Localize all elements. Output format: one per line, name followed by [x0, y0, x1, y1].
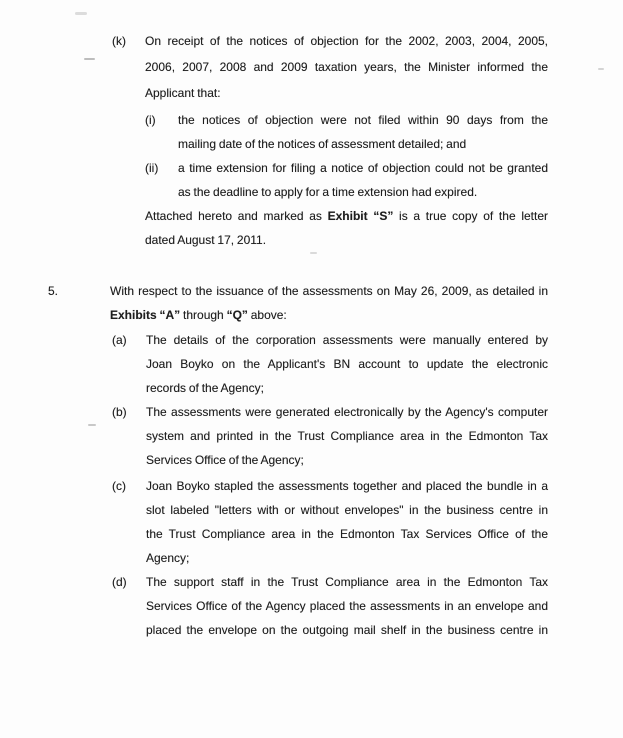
- text-line: a time extension for filing a notice of objection could not be granted: [178, 161, 548, 175]
- paragraph-label: (ii): [145, 161, 159, 175]
- text-line: records of the Agency;: [146, 381, 264, 395]
- subparagraph-ii: [0, 156, 623, 204]
- text-segment: Attached hereto and marked as: [145, 209, 328, 223]
- text-line: Services Office of the Agency placed the assessments in an envelope and: [146, 599, 548, 613]
- text-segment: is a true copy of the letter: [393, 209, 548, 223]
- text-line: Joan Boyko on the Applicant's BN account to update the electronic: [146, 357, 548, 371]
- text-line: [110, 303, 548, 327]
- subparagraph-a: [0, 328, 623, 400]
- paragraph-label: (d): [112, 575, 127, 589]
- exhibits-a-bold-text: Exhibits “A”: [110, 308, 181, 322]
- paragraph-k: [0, 28, 623, 106]
- text-line: The support staff in the Trust Compliance area in the Edmonton Tax: [146, 575, 548, 589]
- paragraph-label: (c): [112, 479, 126, 493]
- text-line: the notices of objection were not filed within 90 days from the: [178, 113, 548, 127]
- subparagraph-b: [0, 400, 623, 472]
- text-line: The assessments were generated electronically by the Agency's computer: [146, 405, 548, 419]
- text-line: the Trust Compliance area in the Edmonton Tax Services Office of the: [146, 527, 548, 541]
- text-line: as the deadline to apply for a time extension had expired.: [178, 185, 478, 199]
- text-line: system and printed in the Trust Compliance area in the Edmonton Tax: [146, 429, 548, 443]
- paragraph-label: (i): [145, 113, 156, 127]
- scan-artifact: [88, 424, 96, 426]
- exhibit-s-bold-text: Exhibit “S”: [327, 209, 394, 223]
- subparagraph-d: [0, 570, 623, 642]
- paragraph-label: (k): [112, 34, 126, 48]
- text-line: Applicant that:: [145, 86, 221, 100]
- subparagraph-c: [0, 474, 623, 570]
- paragraph-number: 5.: [48, 284, 59, 298]
- scan-artifact: [75, 12, 87, 15]
- text-line: With respect to the issuance of the assessments on May 26, 2009, as detailed in: [110, 284, 548, 298]
- text-line: dated August 17, 2011.: [145, 233, 267, 247]
- subparagraph-i: [0, 108, 623, 156]
- text-line: On receipt of the notices of objection for the 2002, 2003, 2004, 2005,: [145, 34, 548, 48]
- text-line: placed the envelope on the outgoing mail shelf in the business centre in: [146, 623, 548, 637]
- scan-artifact: [598, 68, 604, 70]
- text-line: The details of the corporation assessments were manually entered by: [146, 333, 548, 347]
- exhibit-q-bold-text: “Q”: [226, 308, 248, 322]
- text-line: [145, 204, 548, 228]
- text-line: Joan Boyko stapled the assessments together and placed the bundle in a: [146, 479, 548, 493]
- paragraph-label: (a): [112, 333, 127, 347]
- text-line: Services Office of the Agency;: [146, 453, 304, 467]
- text-line: Agency;: [146, 551, 190, 565]
- text-segment: above:: [247, 308, 287, 322]
- text-line: 2006, 2007, 2008 and 2009 taxation years, the Minister informed the: [145, 60, 548, 74]
- paragraph-5: [0, 279, 623, 327]
- text-line: slot labeled "letters with or without envelopes" in the business centre in: [146, 503, 548, 517]
- paragraph-exhibit-s: [0, 204, 623, 252]
- scan-artifact: [310, 252, 317, 254]
- text-line: mailing date of the notices of assessment detailed; and: [178, 137, 467, 151]
- text-segment: through: [180, 308, 227, 322]
- scan-artifact: [84, 58, 95, 60]
- paragraph-label: (b): [112, 405, 127, 419]
